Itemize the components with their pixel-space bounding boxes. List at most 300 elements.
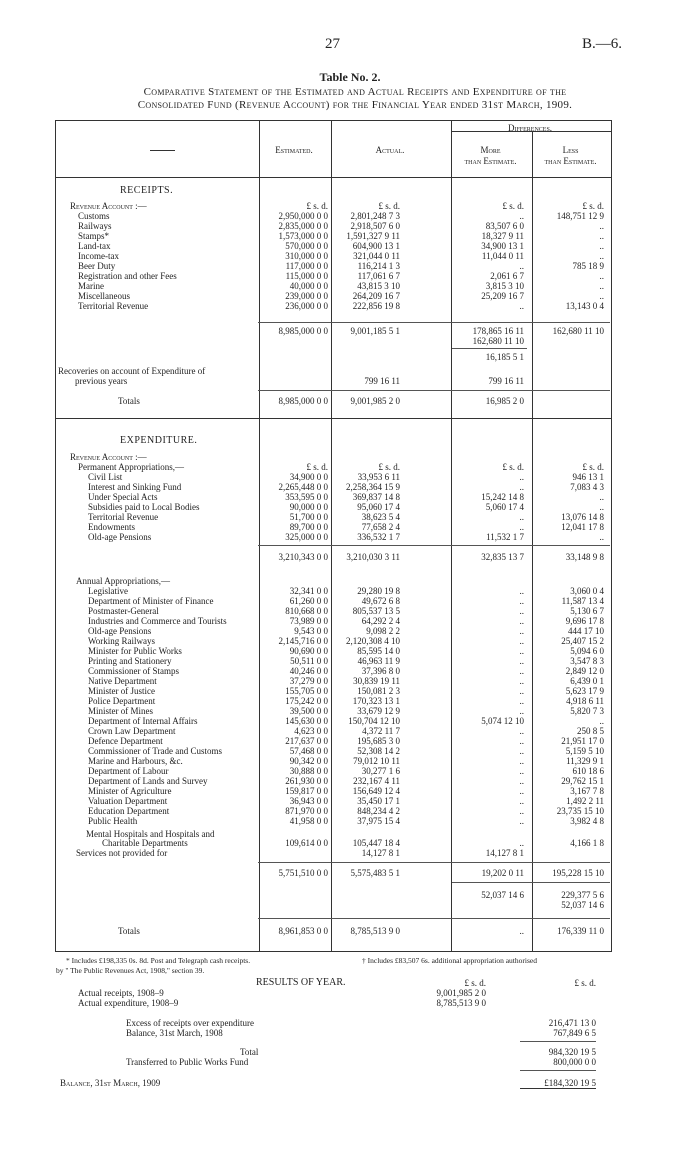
recoveries-label-2: previous years xyxy=(75,376,128,386)
row-actual: 9,098 2 2 xyxy=(366,626,400,636)
table-row xyxy=(0,636,700,646)
table-row xyxy=(0,816,700,826)
table-row xyxy=(0,231,700,241)
row-estimated: 90,000 0 0 xyxy=(289,502,328,512)
row-estimated: 310,000 0 0 xyxy=(285,251,328,261)
row-label: Beer Duty xyxy=(78,261,116,271)
exp-totals-est: 8,961,853 0 0 xyxy=(278,926,328,936)
row-estimated: 145,630 0 0 xyxy=(285,716,328,726)
table-row xyxy=(0,646,700,656)
annual-total-row xyxy=(0,868,700,878)
results-receipts-row xyxy=(0,988,700,998)
row-more: 2,061 6 7 xyxy=(490,271,524,281)
row-actual: 604,900 13 1 xyxy=(352,241,400,251)
row-actual: 2,801,248 7 3 xyxy=(350,211,400,221)
row-label: Department of Minister of Finance xyxy=(88,596,214,606)
row-less: .. xyxy=(599,492,604,502)
row-actual: 321,044 0 11 xyxy=(353,251,400,261)
row-less: 4,918 6 11 xyxy=(566,696,604,706)
receipts-unit: £ s. d. xyxy=(582,201,604,211)
row-estimated: 570,000 0 0 xyxy=(285,241,328,251)
table-row xyxy=(0,261,700,271)
row-label: Department of Lands and Survey xyxy=(88,776,208,786)
row-more: 5,060 17 4 xyxy=(485,502,524,512)
row-actual: 30,277 1 6 xyxy=(361,766,400,776)
perm-total-less: 33,148 9 8 xyxy=(565,552,604,562)
row-actual: 848,234 4 2 xyxy=(357,806,400,816)
table-row xyxy=(0,291,700,301)
row-less: 7,083 4 3 xyxy=(570,482,604,492)
row-estimated: 2,145,716 0 0 xyxy=(278,636,328,646)
row-label: Printing and Stationery xyxy=(88,656,172,666)
row-less: 11,587 13 4 xyxy=(561,596,604,606)
sum-more: 52,037 14 6 xyxy=(481,890,524,900)
mental-less: 4,166 1 8 xyxy=(570,838,604,848)
row-less: 5,623 17 9 xyxy=(565,686,604,696)
page-reference: B.—6. xyxy=(582,36,623,52)
footnote-b: † Includes £83,507 6s. additional appropriation authorised xyxy=(362,956,537,965)
row-less: 11,329 9 1 xyxy=(566,756,604,766)
row-label: Railways xyxy=(78,221,112,231)
row-more: .. xyxy=(519,786,524,796)
row-actual: 156,649 12 4 xyxy=(352,786,400,796)
row-more: .. xyxy=(519,706,524,716)
row-estimated: 41,958 0 0 xyxy=(289,816,328,826)
row-label: Marine and Harbours, &c. xyxy=(88,756,183,766)
row-actual: 46,963 11 9 xyxy=(357,656,400,666)
row-actual: 150,704 12 10 xyxy=(348,716,400,726)
row-actual: 33,953 6 11 xyxy=(357,472,400,482)
row-label: Stamps* xyxy=(78,231,110,241)
row-less: .. xyxy=(599,502,604,512)
table-row xyxy=(0,806,700,816)
annual-total-rule xyxy=(258,862,610,863)
row-actual: 1,591,327 9 11 xyxy=(346,231,400,241)
row-more: .. xyxy=(519,522,524,532)
services-more: 14,127 8 1 xyxy=(485,848,524,858)
row-more: 15,242 14 8 xyxy=(481,492,524,502)
table-row xyxy=(0,492,700,502)
row-less: 13,076 14 8 xyxy=(561,512,604,522)
row-less: 3,060 0 4 xyxy=(570,586,604,596)
row-estimated: 117,000 0 0 xyxy=(285,261,328,271)
sum-less-2: 52,037 14 6 xyxy=(561,900,604,910)
footnote-c: by " The Public Revenues Act, 1908," section 39. xyxy=(56,966,205,975)
row-more: .. xyxy=(519,596,524,606)
annual-total-less: 195,228 15 10 xyxy=(552,868,604,878)
row-estimated: 90,342 0 0 xyxy=(289,756,328,766)
row-less: 5,094 6 0 xyxy=(570,646,604,656)
row-estimated: 37,279 0 0 xyxy=(289,676,328,686)
receipts-minus-row xyxy=(0,336,700,346)
table-row xyxy=(0,241,700,251)
row-more: .. xyxy=(519,796,524,806)
receipts-subtotal-act: 9,001,185 5 1 xyxy=(350,326,400,336)
row-label: Subsidies paid to Local Bodies xyxy=(88,502,200,512)
table-row xyxy=(0,281,700,291)
row-less: 3,167 7 8 xyxy=(570,786,604,796)
mental-row-2 xyxy=(0,838,700,848)
results-unit-1: £ s. d. xyxy=(464,978,486,988)
mental-label: Mental Hospitals and Hospitals and xyxy=(86,829,215,839)
row-actual: 2,120,308 4 10 xyxy=(346,636,400,646)
table-row xyxy=(0,666,700,676)
recoveries-label: Recoveries on account of Expenditure of xyxy=(58,366,206,376)
results-total-rule xyxy=(520,1041,596,1042)
results-excess-label: Excess of receipts over expenditure xyxy=(126,1018,254,1028)
row-less: .. xyxy=(599,241,604,251)
perm-label-row xyxy=(0,462,700,472)
row-actual: 64,292 2 4 xyxy=(361,616,400,626)
sum-rule xyxy=(452,882,610,883)
expenditure-heading: EXPENDITURE. xyxy=(120,435,198,446)
row-estimated: 239,000 0 0 xyxy=(285,291,328,301)
header-more: More xyxy=(480,145,501,155)
row-actual: 35,450 17 1 xyxy=(357,796,400,806)
receipts-subtotal-est: 8,985,000 0 0 xyxy=(278,326,328,336)
table-row xyxy=(0,512,700,522)
row-actual: 85,595 14 0 xyxy=(357,646,400,656)
receipts-heading-row xyxy=(0,186,700,196)
row-actual: 232,167 4 11 xyxy=(353,776,400,786)
results-final-row xyxy=(0,1078,700,1088)
mental-label-2: Charitable Departments xyxy=(102,838,188,848)
row-actual: 116,214 1 3 xyxy=(357,261,400,271)
table-row xyxy=(0,482,700,492)
row-estimated: 115,000 0 0 xyxy=(285,271,328,281)
row-more: .. xyxy=(519,482,524,492)
receipts-minus: 162,680 11 10 xyxy=(472,336,524,346)
table-row xyxy=(0,606,700,616)
results-excess-row xyxy=(0,1018,700,1028)
receipts-totals-label: Totals xyxy=(118,396,140,406)
perm-total-est: 3,210,343 0 0 xyxy=(278,552,328,562)
row-label: Native Department xyxy=(88,676,157,686)
row-actual: 79,012 10 11 xyxy=(353,756,400,766)
row-less: 13,143 0 4 xyxy=(565,301,604,311)
row-estimated: 871,970 0 0 xyxy=(285,806,328,816)
row-actual: 264,209 16 7 xyxy=(352,291,400,301)
sum-row-2 xyxy=(0,900,700,910)
row-less: .. xyxy=(599,532,604,542)
row-less: 785 18 9 xyxy=(572,261,604,271)
results-transferred-row xyxy=(0,1057,700,1067)
row-estimated: 325,000 0 0 xyxy=(285,532,328,542)
row-less: .. xyxy=(599,271,604,281)
header-less-2: than Estimate. xyxy=(544,156,597,166)
table-row xyxy=(0,706,700,716)
receipts-subtotal-row xyxy=(0,326,700,336)
row-label: Territorial Revenue xyxy=(88,512,159,522)
header-estimated: Estimated. xyxy=(275,145,313,155)
receipts-account-row xyxy=(0,201,700,211)
services-act: 14,127 8 1 xyxy=(361,848,400,858)
exp-unit: £ s. d. xyxy=(502,462,524,472)
row-actual: 33,679 12 9 xyxy=(357,706,400,716)
row-estimated: 4,623 0 0 xyxy=(294,726,328,736)
row-estimated: 32,341 0 0 xyxy=(289,586,328,596)
page-number: 27 xyxy=(325,36,340,52)
row-less: 25,407 15 2 xyxy=(561,636,604,646)
row-label: Registration and other Fees xyxy=(78,271,177,281)
table-row xyxy=(0,736,700,746)
services-label: Services not provided for xyxy=(76,848,168,858)
row-less: 250 8 5 xyxy=(577,726,604,736)
annual-label-row xyxy=(0,576,700,586)
table-row xyxy=(0,796,700,806)
annual-total-more: 19,202 0 11 xyxy=(481,868,524,878)
perm-total-row xyxy=(0,552,700,562)
expenditure-heading-row xyxy=(0,436,700,446)
table-row xyxy=(0,616,700,626)
row-estimated: 90,690 0 0 xyxy=(289,646,328,656)
annual-label: Annual Appropriations,— xyxy=(76,576,170,586)
row-label: Minister for Public Works xyxy=(88,646,182,656)
row-label: Working Railways xyxy=(88,636,156,646)
row-estimated: 2,950,000 0 0 xyxy=(278,211,328,221)
row-label: Commissioner of Stamps xyxy=(88,666,180,676)
row-less: 3,982 4 8 xyxy=(570,816,604,826)
row-more: 34,900 13 1 xyxy=(481,241,524,251)
results-total-label: Total xyxy=(240,1047,259,1057)
mental-act: 105,447 18 4 xyxy=(352,838,400,848)
receipts-unit: £ s. d. xyxy=(306,201,328,211)
row-actual: 4,372 11 7 xyxy=(362,726,400,736)
perm-total-rule xyxy=(258,545,610,546)
header-actual: Actual. xyxy=(375,145,405,155)
row-label: Old-age Pensions xyxy=(88,532,152,542)
receipts-totals-more: 16,985 2 0 xyxy=(485,396,524,406)
results-total-row xyxy=(0,1047,700,1057)
row-label: Police Department xyxy=(88,696,156,706)
row-estimated: 155,705 0 0 xyxy=(285,686,328,696)
table-row xyxy=(0,766,700,776)
results-final-label: Balance, 31st March, 1909 xyxy=(60,1078,161,1088)
row-actual: 38,623 5 4 xyxy=(361,512,400,522)
row-label: Interest and Sinking Fund xyxy=(88,482,182,492)
row-less: .. xyxy=(599,231,604,241)
row-more: .. xyxy=(519,776,524,786)
row-less: 5,159 5 10 xyxy=(565,746,604,756)
sum-less-1: 229,377 5 6 xyxy=(561,890,604,900)
row-estimated: 40,000 0 0 xyxy=(289,281,328,291)
header-less: Less xyxy=(562,145,579,155)
row-less: 5,130 6 7 xyxy=(570,606,604,616)
row-estimated: 51,700 0 0 xyxy=(289,512,328,522)
row-label: Department of Labour xyxy=(88,766,169,776)
row-more: .. xyxy=(519,211,524,221)
row-estimated: 73,989 0 0 xyxy=(289,616,328,626)
row-estimated: 61,260 0 0 xyxy=(289,596,328,606)
row-less: 12,041 17 8 xyxy=(561,522,604,532)
row-label: Old-age Pensions xyxy=(88,626,152,636)
row-actual: 30,839 19 11 xyxy=(353,676,400,686)
row-less: .. xyxy=(599,281,604,291)
row-estimated: 175,242 0 0 xyxy=(285,696,328,706)
receipts-net: 16,185 5 1 xyxy=(485,352,524,362)
results-transferred-label: Transferred to Public Works Fund xyxy=(126,1057,249,1067)
row-actual: 2,918,507 6 0 xyxy=(350,221,400,231)
row-label: Minister of Mines xyxy=(88,706,153,716)
row-label: Industries and Commerce and Tourists xyxy=(88,616,227,626)
row-estimated: 810,668 0 0 xyxy=(285,606,328,616)
receipts-totals-rule xyxy=(258,390,610,391)
recoveries-act: 799 16 11 xyxy=(364,376,400,386)
row-estimated: 236,000 0 0 xyxy=(285,301,328,311)
mental-est: 109,614 0 0 xyxy=(285,838,328,848)
row-more: .. xyxy=(519,512,524,522)
row-less: 3,547 8 3 xyxy=(570,656,604,666)
row-estimated: 57,468 0 0 xyxy=(289,746,328,756)
results-expend: 8,785,513 9 0 xyxy=(436,998,486,1008)
row-more: .. xyxy=(519,666,524,676)
row-more: .. xyxy=(519,806,524,816)
table-row xyxy=(0,532,700,542)
perm-total-act: 3,210,030 3 11 xyxy=(346,552,400,562)
row-less: .. xyxy=(599,291,604,301)
row-more: .. xyxy=(519,261,524,271)
row-label: Valuation Department xyxy=(88,796,168,806)
receipts-subtotal-more: 178,865 16 11 xyxy=(472,326,524,336)
row-more: .. xyxy=(519,626,524,636)
header-differences: Differences. xyxy=(507,123,553,133)
results-balance-row xyxy=(0,1028,700,1038)
recoveries-more: 799 16 11 xyxy=(488,376,524,386)
table-row xyxy=(0,586,700,596)
exp-totals-more: .. xyxy=(519,926,524,936)
row-estimated: 2,265,448 0 0 xyxy=(278,482,328,492)
table-row xyxy=(0,502,700,512)
expenditure-account-row xyxy=(0,452,700,462)
results-receipts-label: Actual receipts, 1908–9 xyxy=(78,988,164,998)
row-actual: 117,061 6 7 xyxy=(357,271,400,281)
row-label: Legislative xyxy=(88,586,128,596)
results-unit-2: £ s. d. xyxy=(574,978,596,988)
row-actual: 77,658 2 4 xyxy=(361,522,400,532)
exp-unit: £ s. d. xyxy=(306,462,328,472)
receipts-net-row xyxy=(0,352,700,362)
table-title: Table No. 2. xyxy=(319,70,381,84)
results-excess: 216,471 13 0 xyxy=(548,1018,596,1028)
row-label: Territorial Revenue xyxy=(78,301,149,311)
row-actual: 52,308 14 2 xyxy=(357,746,400,756)
exp-totals-rule xyxy=(258,918,610,919)
recoveries-row-2 xyxy=(0,376,700,386)
results-expend-row xyxy=(0,998,700,1008)
table-row xyxy=(0,271,700,281)
row-more: 83,507 6 0 xyxy=(485,221,524,231)
row-label: Crown Law Department xyxy=(88,726,176,736)
exp-unit: £ s. d. xyxy=(378,462,400,472)
table-row xyxy=(0,251,700,261)
services-row xyxy=(0,848,700,858)
row-label: Minister of Agriculture xyxy=(88,786,172,796)
row-label: Income-tax xyxy=(78,251,119,261)
table-row xyxy=(0,676,700,686)
row-more: 11,044 0 11 xyxy=(481,251,524,261)
row-label: Marine xyxy=(78,281,104,291)
row-label: Endowments xyxy=(88,522,135,532)
row-more: 5,074 12 10 xyxy=(481,716,524,726)
row-more: .. xyxy=(519,656,524,666)
row-less: 23,735 15 10 xyxy=(556,806,604,816)
row-less: 148,751 12 9 xyxy=(556,211,604,221)
row-more: .. xyxy=(519,686,524,696)
table-subtitle-2: Consolidated Fund (Revenue Account) for the Financial Year ended 31st March, 1909. xyxy=(137,99,573,111)
results-total: 984,320 19 5 xyxy=(548,1047,596,1057)
results-expend-label: Actual expenditure, 1908–9 xyxy=(78,998,179,1008)
receipts-net-rule xyxy=(452,348,527,349)
header-rule xyxy=(150,150,175,151)
row-label: Defence Department xyxy=(88,736,163,746)
row-less: 9,696 17 8 xyxy=(565,616,604,626)
row-actual: 222,856 19 8 xyxy=(352,301,400,311)
row-less: 2,849 12 0 xyxy=(565,666,604,676)
table-row xyxy=(0,656,700,666)
sum-row-1 xyxy=(0,890,700,900)
row-more: .. xyxy=(519,726,524,736)
row-actual: 2,258,364 15 9 xyxy=(346,482,400,492)
row-estimated: 2,835,000 0 0 xyxy=(278,221,328,231)
exp-totals-label: Totals xyxy=(118,926,140,936)
table-subtitle: Comparative Statement of the Estimated and Actual Receipts and Expenditure of the xyxy=(143,86,567,98)
table-row xyxy=(0,522,700,532)
table-row xyxy=(0,596,700,606)
row-less: 5,820 7 3 xyxy=(570,706,604,716)
table-row xyxy=(0,776,700,786)
table-row xyxy=(0,726,700,736)
row-less: .. xyxy=(599,716,604,726)
row-label: Under Special Acts xyxy=(88,492,158,502)
perm-label: Permanent Appropriations,— xyxy=(78,462,184,472)
results-balance: 767,849 6 5 xyxy=(553,1028,596,1038)
row-estimated: 261,930 0 0 xyxy=(285,776,328,786)
row-estimated: 30,888 0 0 xyxy=(289,766,328,776)
annual-total-act: 5,575,483 5 1 xyxy=(350,868,400,878)
recoveries-row-1 xyxy=(0,366,700,376)
row-estimated: 217,637 0 0 xyxy=(285,736,328,746)
table-row xyxy=(0,786,700,796)
table-row xyxy=(0,696,700,706)
row-more: .. xyxy=(519,736,524,746)
results-final-rule xyxy=(520,1070,596,1071)
row-more: .. xyxy=(519,746,524,756)
row-estimated: 159,817 0 0 xyxy=(285,786,328,796)
receipts-unit: £ s. d. xyxy=(378,201,400,211)
row-actual: 43,815 3 10 xyxy=(357,281,400,291)
row-label: Miscellaneous xyxy=(78,291,130,301)
row-estimated: 353,595 0 0 xyxy=(285,492,328,502)
row-estimated: 34,900 0 0 xyxy=(289,472,328,482)
row-more: .. xyxy=(519,646,524,656)
row-more: .. xyxy=(519,756,524,766)
results-final: £184,320 19 5 xyxy=(520,1078,596,1089)
row-label: Customs xyxy=(78,211,110,221)
table-row xyxy=(0,746,700,756)
row-actual: 195,685 3 0 xyxy=(357,736,400,746)
row-actual: 805,537 13 5 xyxy=(352,606,400,616)
receipts-unit: £ s. d. xyxy=(502,201,524,211)
row-more: 25,209 16 7 xyxy=(481,291,524,301)
row-actual: 49,672 6 8 xyxy=(361,596,400,606)
row-less: .. xyxy=(599,221,604,231)
row-more: .. xyxy=(519,301,524,311)
row-estimated: 50,511 0 0 xyxy=(290,656,328,666)
row-label: Land-tax xyxy=(78,241,111,251)
receipts-heading: RECEIPTS. xyxy=(120,185,174,196)
row-less: 610 18 6 xyxy=(572,766,604,776)
table-row xyxy=(0,211,700,221)
